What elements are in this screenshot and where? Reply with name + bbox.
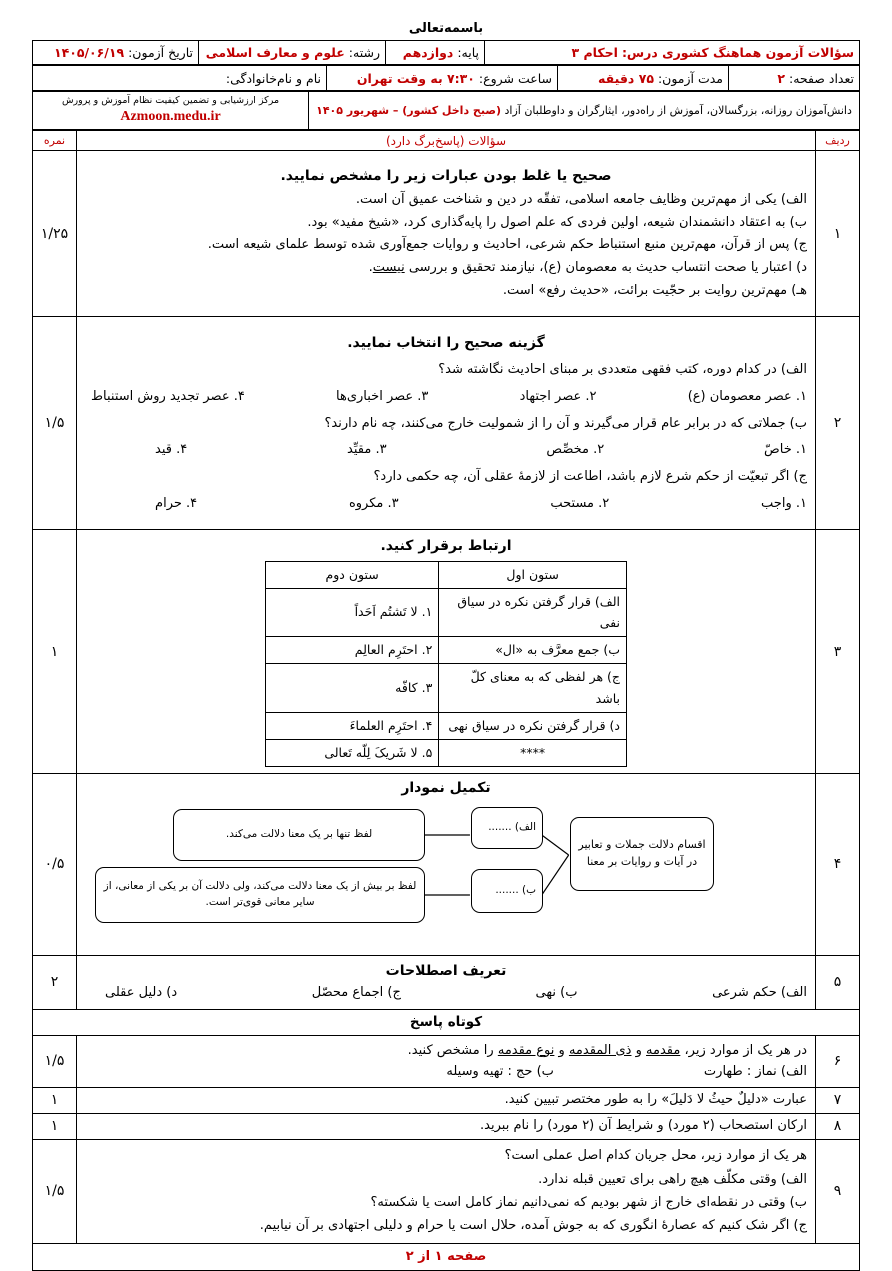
center-cell <box>33 92 309 130</box>
question-title: گزینه صحیح را انتخاب نمایید. <box>347 334 545 351</box>
question-body <box>77 1035 816 1087</box>
question-1 <box>33 151 860 317</box>
question-number: ۸ <box>816 1113 860 1139</box>
name-label: نام و نام‌خانوادگی: <box>225 70 321 86</box>
column-2-header: ستون دوم <box>266 561 439 588</box>
statement-b: ب) به اعتقاد دانشمندان شیعه، اولین فردی که علم اصول را پایه‌گذاری کرد، «شیخ مفید» بود. <box>307 214 807 230</box>
question-title: ارتباط برقرار کنید. <box>380 538 512 554</box>
question-c: ج) اگر تبعیّت از حکم شرع لازم باشد، اطاعت از لازمهٔ عقلی آن، چه حکمی دارد؟ <box>373 468 807 484</box>
match-row: د) قرار گرفتن نکره در سیاق نهی ۴. احتَرِم العلماءَ <box>266 713 627 740</box>
item-a: الف) نماز : طهارت <box>703 1064 807 1079</box>
start-time: ۷:۳۰ به وقت تهران <box>356 70 475 86</box>
col-questions-header: سؤالات (پاسخ‌برگ دارد) <box>77 131 816 151</box>
question-number: ۵ <box>816 955 860 1009</box>
header-table-2 <box>32 65 860 91</box>
question-number: ۱ <box>816 151 860 317</box>
option[interactable]: ۴. حرام <box>155 495 198 511</box>
name-cell <box>33 66 327 91</box>
col-score-header: نمره <box>33 131 77 151</box>
question-body <box>77 151 816 317</box>
field-cell: رشته: علوم و معارف اسلامی <box>199 41 386 65</box>
term: الف) حکم شرعی <box>712 984 807 1000</box>
option[interactable]: ۳. مقیِّد <box>347 442 387 458</box>
question-intro: هر یک از موارد زیر، محل جریان کدام اصل عملی است؟ <box>504 1148 807 1164</box>
question-9 <box>33 1139 860 1243</box>
question-title: صحیح یا غلط بودن عبارات زیر را مشخص نمایید. <box>280 168 612 185</box>
statement-d: د) اعتبار یا صحت انتساب حدیث به معصومان (ع)، نیازمند تحقیق و بررسی نیست. <box>368 260 807 276</box>
date-cell: تاریخ آزمون: ۱۴۰۵/۰۶/۱۹ <box>33 41 199 65</box>
duration-cell: مدت آزمون: ۷۵ دقیقه <box>558 66 729 91</box>
pages-cell: تعداد صفحه: ۲ <box>729 66 860 91</box>
terms-row <box>85 983 807 1004</box>
question-score: ۱ <box>33 530 77 774</box>
col-row-header: ردیف <box>816 131 860 151</box>
question-score: ۱/۵ <box>33 317 77 530</box>
question-body <box>77 530 816 774</box>
description-a-box: لفظ تنها بر یک معنا دلالت می‌کند. <box>173 809 425 861</box>
concept-diagram <box>83 801 809 953</box>
column-1-header: ستون اول <box>439 561 627 588</box>
question-body <box>77 1139 816 1243</box>
exam-duration: ۷۵ دقیقه <box>598 70 654 86</box>
question-4 <box>33 774 860 956</box>
option[interactable]: ۳. عصر اخباری‌ها <box>336 389 429 405</box>
question-3 <box>33 530 860 774</box>
exam-date: ۱۴۰۵/۰۶/۱۹ <box>53 45 125 60</box>
statement-e: هـ) مهم‌ترین روایت بر حجّیت برائت، «حدیث رفع» است. <box>502 282 807 298</box>
match-row: ب) جمع معرَّف به «ال» ۲. احتَرِم العالِم <box>266 637 627 664</box>
course-name: احکام ۳ <box>571 45 618 60</box>
option[interactable]: ۲. عصر اجتهاد <box>519 389 597 405</box>
option[interactable]: ۴. عصر تجدید روش استنباط <box>91 389 245 405</box>
match-row: **** ۵. لا شَریکَ لِلّه تَعالی <box>266 740 627 767</box>
grade-cell: پایه: دوازدهم <box>386 41 485 65</box>
short-answer-section-title: کوتاه پاسخ <box>33 1009 860 1035</box>
item-b: ب) حج : تهیه وسیله <box>446 1064 554 1079</box>
exam-title-cell: سؤالات آزمون هماهنگ کشوری درس: احکام ۳ <box>485 41 860 65</box>
diagram-root-box: اقسام دلالت جملات و تعابیر در آیات و روایات بر معنا <box>570 817 714 891</box>
question-score: ۱/۵ <box>33 1139 77 1243</box>
options-c <box>85 491 807 518</box>
statement-a: الف) یکی از مهم‌ترین وظایف جامعه اسلامی، تفقّه در دین و شناخت عمیق آن است. <box>355 191 807 207</box>
question-number: ۳ <box>816 530 860 774</box>
item-a: الف) وقتی مکلّف هیچ راهی برای تعیین قبله ندارد. <box>538 1171 807 1187</box>
question-score: ۱/۲۵ <box>33 151 77 317</box>
questions-table <box>32 130 860 1271</box>
description-b-box: لفظ بر بیش از یک معنا دلالت می‌کند، ولی دلالت آن بر یکی از معانی، از سایر معانی قوی‌تر است. <box>95 867 425 923</box>
question-number: ۲ <box>816 317 860 530</box>
statement-c: ج) پس از قرآن، مهم‌ترین منبع استنباط حکم شرعی، احادیث و روایات جمع‌آوری شده توسط علمای شیعه است. <box>207 237 807 253</box>
question-score: ۰/۵ <box>33 774 77 956</box>
header-table-3 <box>32 91 860 130</box>
question-6 <box>33 1035 860 1087</box>
question-6-items <box>85 1061 807 1082</box>
option[interactable]: ۲. مخصِّص <box>546 442 605 458</box>
option[interactable]: ۳. مکروه <box>348 495 399 511</box>
question-title: تکمیل نمودار <box>401 780 491 796</box>
options-a <box>85 384 807 411</box>
question-score: ۱/۵ <box>33 1035 77 1087</box>
question-body <box>77 317 816 530</box>
question-8 <box>33 1113 860 1139</box>
pages-count: ۲ <box>777 70 785 86</box>
blank-b-box[interactable]: ب) ....... <box>471 869 543 913</box>
blank-a-box[interactable]: الف) ....... <box>471 807 543 849</box>
term: ج) اجماع محصّل <box>311 984 401 1000</box>
option[interactable]: ۲. مستحب <box>550 495 610 511</box>
question-b: ب) جملاتی که در برابر عام قرار می‌گیرند و آن را از شمولیت خارج می‌کنند، چه نام دارند؟ <box>324 415 807 431</box>
grade-value: دوازدهم <box>402 45 454 60</box>
field-value: علوم و معارف اسلامی <box>205 45 345 60</box>
option[interactable]: ۱. عصر معصومان (ع) <box>687 389 807 405</box>
item-b: ب) وقتی در نقطه‌ای خارج از شهر بودیم که نمی‌دانیم نماز کامل است یا شکسته؟ <box>370 1195 807 1210</box>
question-7 <box>33 1087 860 1113</box>
question-number: ۹ <box>816 1139 860 1243</box>
options-b <box>85 437 807 464</box>
question-a: الف) در کدام دوره، کتب فقهی متعددی بر مبنای احادیث نگاشته شد؟ <box>438 362 807 378</box>
question-body: عبارت «دلیلٌ حیثُ لا دَلیلَ» را به طور مختصر تبیین کنید. <box>77 1087 816 1113</box>
question-score: ۱ <box>33 1113 77 1139</box>
header-table <box>32 40 860 65</box>
question-2 <box>33 317 860 530</box>
question-title: تعریف اصطلاحات <box>385 963 507 980</box>
question-score: ۲ <box>33 955 77 1009</box>
question-body <box>77 774 816 956</box>
term: د) دلیل عقلی <box>105 984 178 1000</box>
question-body <box>77 955 816 1009</box>
question-number: ۴ <box>816 774 860 956</box>
option[interactable]: ۱. واجب <box>761 495 807 511</box>
question-body: ارکان استصحاب (۲ مورد) و شرایط آن (۲ مورد) را نام ببرید. <box>77 1113 816 1139</box>
page-footer: صفحه ۱ از ۲ <box>33 1243 860 1270</box>
question-6-text: در هر یک از موارد زیر، مقدمه و ذی المقدمه و نوع مقدمه را مشخص کنید. <box>407 1042 807 1058</box>
question-5 <box>33 955 860 1009</box>
session-info: (صبح داخل کشور) – شهریور ۱۴۰۵ <box>316 103 501 117</box>
question-number: ۶ <box>816 1035 860 1087</box>
exam-page <box>32 18 860 1271</box>
start-cell: ساعت شروع: ۷:۳۰ به وقت تهران <box>327 66 558 91</box>
website: Azmoon.medu.ir <box>120 108 221 124</box>
matching-table <box>265 561 627 768</box>
item-c: ج) اگر شک کنیم که عصارهٔ انگوری که به جوش آمده، حلال است یا حرام و دلیلی اجتهادی بر آن نیابیم. <box>259 1218 807 1234</box>
option[interactable]: ۴. قید <box>155 442 188 458</box>
center-name: مرکز ارزشیابی و تضمین کیفیت نظام آموزش و پرورش <box>61 95 280 107</box>
basmala: باسمه‌تعالی <box>408 21 484 36</box>
match-row: ج) هر لفظی که به معنای کلّ باشد ۳. کافّه <box>266 664 627 713</box>
option[interactable]: ۱. خاصّ <box>764 442 807 458</box>
match-row: الف) قرار گرفتن نکره در سیاق نفی ۱. لا تَشتُم اَحَداً <box>266 588 627 637</box>
question-number: ۷ <box>816 1087 860 1113</box>
students-cell: دانش‌آموزان روزانه، بزرگسالان، آموزش از راه‌دور، ایثارگران و داوطلبان آزاد (صبح داخل کشور) – شهریور ۱۴۰۵ <box>309 92 860 130</box>
question-score: ۱ <box>33 1087 77 1113</box>
term: ب) نهی <box>535 984 578 1000</box>
